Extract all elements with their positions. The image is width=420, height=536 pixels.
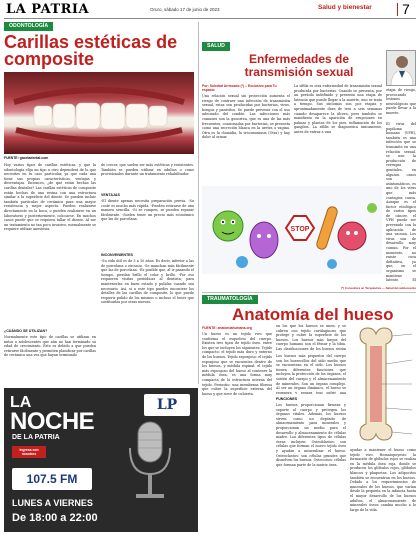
ad-badge: Ingresa con nosotros: [12, 446, 46, 458]
ad-la: LA: [10, 394, 32, 411]
odont-col1: Hoy varios tipos de carillas estéticas, y que la odontología elija un tipo u otro dependerá de lo que necesites en tu caso particular, ya que cada una tiene sus propias características, ventajas y desventajas. Entonces, ¿de qué están hechas las carillas dentales? Las carillas estéticas de composite están hechas de una resina con una estructura similar a la superficie del diente. Se pueden incluir también partículas de cerámica para una mayor resistencia y mejor aspecto. Pueden realizarse directamente en la boca, o pueden realizarse en un laboratorio y posteriormente, colocarse. En muchos casos puede que se requiera tallar el diente. Al ser un tratamiento no tan poco invasivo, normalmente se requiere utilizar anestesia.: [4, 163, 96, 232]
trauma-source: FUENTE: anatomiahumana.org: [202, 326, 252, 330]
salud-col-e: El virus del papiloma humano (VPH), también es una infección que se transmite en una relación sexual, se une la producción de verrugas genitales, en algunos casos son asintomáticos, es uno de los virus que más contagios causa. Aunque es el factor etiológico de varios tipos de cáncer, el VPH puede ser prevenido con la aplicación de una vacuna. Los virus son de desarrollo muy comun. Por el momento, no existe cura definitiva, ya que, en el organismo se mantiene latente. El: [386, 122, 416, 283]
odont-col2b: -El diente apenas necesita preparación previa. -Su coste es mucho más rápida. -Pueden retirarse de una manera sencilla. -Si se rompen, se pueden reparar fácilmente. -Suelen tener un precio más económico que las de porcelana.: [101, 199, 194, 222]
odont-col2c: -Su vida útil es de 5 a 10 años. Es decir, inferior a las de porcelana o zirconio. -Se manchan más fácilmente que las de porcelana. -Es posible que, al ir pasando el tiempo, pierdan brillo el color y brillo. -Por eso requieren visitas periódicas al dentista; para mantenerlas en buen estado y pulidas cuando sea necesario. Así, si a este tipo puedes encontrar los detalles de las carillas de composite, lo que puede requerir pulido de los mismos o incluso el tener que sustituirlas por otras nuevas.: [101, 259, 194, 305]
trauma-col4: ayudar a mantener el hueso como tejido vivo. Hematopoyesis: la formación de glóbulos rojos se realiza en la médula ósea roja, donde se producen los glóbulos rojos, glóbulos blancos y plaquetas. Los adipocitos también se encuentran en los huesos. Debido a los requerimientos de minerales de los huesos, que varían desde la pequeña en la infancia hasta el mayor desarrollo de los huesos adultos, el almacenamiento de minerales óseos cambia mucho a lo largo de la vida.: [350, 448, 416, 512]
person-icon: [387, 51, 416, 86]
salud-title: Enfermedades de transmisión sexual: [244, 52, 354, 79]
odont-col2: de crecer, que suelen ser más estéticas y resistentes. También se pueden utilizar en adultos o como provisionales durante un tratamiento rehabilitador.: [101, 163, 194, 177]
masthead-rule: [4, 18, 416, 19]
bone-illustration: [350, 324, 416, 444]
ad-days: LUNES A VIERNES: [12, 498, 93, 508]
odont-heading-drawbacks: INCONVENIENTES: [101, 253, 133, 257]
section-name: Salud y bienestar: [318, 4, 372, 11]
germs-illustration: [202, 186, 382, 274]
masthead: [0, 0, 420, 19]
odontologia-title: Carillas estéticas de composite: [4, 32, 178, 69]
ad-brand-text: LP: [156, 397, 178, 413]
issue-date: Oruro, sábado 17 de junio de 2023: [150, 7, 220, 12]
salud-tag: SALUD: [202, 42, 230, 51]
microphone-icon: [116, 418, 184, 506]
svg-text:STOP: STOP: [290, 226, 310, 233]
trauma-col3: Los huesos más pequeños del cuerpo son los huesecillos del oído medio que se encuentran en el oído. Los huesos tienen diferentes funciones que incluyen la protección de los órganos, el sostén del cuerpo y el almacenamiento de minerales. Son un órgano complejo. Al ser un órgano dinámico, el hueso se regenera y repara tras sufrir una: [276, 354, 346, 394]
ad-brand-logo: [144, 394, 190, 416]
bacteria-virus-icons: [202, 186, 382, 274]
odont-heading-advantages: VENTAJAS: [101, 193, 120, 197]
salud-byline: Por: Soledad Arriscado (*) – Exclusivo para Tu espacio: [202, 84, 277, 93]
traumatologia-tag: TRAUMATOLOGÍA: [202, 295, 258, 304]
section-rule: [202, 292, 416, 293]
author-photo: [386, 50, 416, 86]
bone-anatomy-icon: [350, 324, 416, 444]
newspaper-logo: LA PATRIA: [6, 2, 90, 17]
teeth-illustration: [4, 72, 194, 154]
ad-noche: NOCHE: [10, 408, 95, 435]
ad-frequency: [12, 468, 92, 490]
odont-col1b: Normalmente este tipo de carillas se utilizan en niños o adolescentes que aún no han terminado su edad de crecimiento. Esto es debido a que pueden retirarse fácilmente y permiten planificar por carillas de cerámica una vez que hayan terminado: [4, 335, 96, 358]
salud-col-a: Una relación sexual sin protección aumenta el riesgo de contraer una infección de transmisión sexual, estas son producidas por bacterias, virus, hongos y parásitos. Se puede prevenir con el uso adecuado del condón. Las infecciones más comunes son la gonorrea, que es una de las más frecuentes, ocasionadas por bacterias, se presenta como una secreción blanca en la uretra o vagina. Otra es la clamidia, la tricomoniasis (Otra) y hay dolor al orinar.: [202, 94, 290, 140]
trauma-heading-functions: FUNCIONES: [276, 397, 298, 401]
salud-col-c: etapa de riesgo, provocando lesiones neurológicas que puede llevar a la muerte.: [386, 88, 416, 115]
radio-ad: [4, 388, 198, 532]
trauma-col1: Un hueso es un tejido vivo que conforma el esqueleto del cuerpo. Existen tres tipos de tejido óseo, entre los que se incluyen los siguientes: Tejido compacto: el tejido más duro y externo de los huesos. Tejido esponjoso: el tejido esponjoso que se encuentra dentro de los huesos, y médula espinal: el tejido más esponjoso del hueso al contener la médula ósea, es una forma muy compacta de la estructura interna del tejido. Periostio: una membrana fibrosa que cubre la superficie externa del hueso y que sirve de cubierta.: [202, 332, 272, 396]
traumatologia-title: Anatomía del hueso: [232, 305, 394, 324]
ad-subtitle: DE LA PATRIA: [12, 434, 60, 441]
teeth-photo: [4, 72, 194, 154]
column-divider: [198, 22, 199, 384]
photo-credit: FUENTE: gacetadental.com: [4, 156, 49, 160]
salud-col-b: La sífilis es otra enfermedad de transmisión sexual producida por bacterias. Cuando se presenta, por un período indefinido y presenta una etapa de latencia que puede llegar a la muerte, uno se trata a tiempo. Sus síntomas son por etapas y aproximadamente dura de tres a seis semanas cuando desaparece la úlcera, pero también se manifiesta en la aparición de erupciones en palmas y plantas de los pies, inflamación de los ganglios. La sífilis se diagnostica únicamente, antes de entrar a una: [294, 84, 382, 134]
odont-heading-usage: ¿CUÁNDO SE UTILIZAN?: [4, 329, 48, 333]
ad-hours: De 18:00 a 22:00: [12, 512, 98, 524]
page-number: 7: [402, 1, 410, 17]
trauma-col3b: Los huesos proporcionan firmeza y soporte al cuerpo y protegen los órganos vitales. Además, los huesos sirven como un depósito de almacenamiento para minerales y proporcionan un medio para el desarrollo y almacenamiento de células madre. Los diferentes tipos de células óseas incluyen: Osteoblastos: son células que forman el nuevo tejido óseo y ayudan a mineralizar el hueso. Osteoclastos: son células grandes que disuelven los huesos. Osteocitos: células que forman parte de la matriz ósea.: [276, 403, 346, 467]
trauma-col2: en los que los huesos se unen, y se cubren con tejido cartilaginoso que protege y cubre la superficie de los huesos. Los huesos más largos del cuerpo humano son el fémur y la tibia. Las clasificaciones de los huesos según: [276, 324, 346, 350]
salud-credit: (*) Consultora en Terapéutica — Salud del adolescente: [341, 286, 416, 290]
page-number-divider: [397, 3, 398, 16]
odontologia-tag: ODONTOLOGÍA: [4, 22, 53, 31]
ad-frequency-text: 107.5 FM: [26, 472, 78, 486]
